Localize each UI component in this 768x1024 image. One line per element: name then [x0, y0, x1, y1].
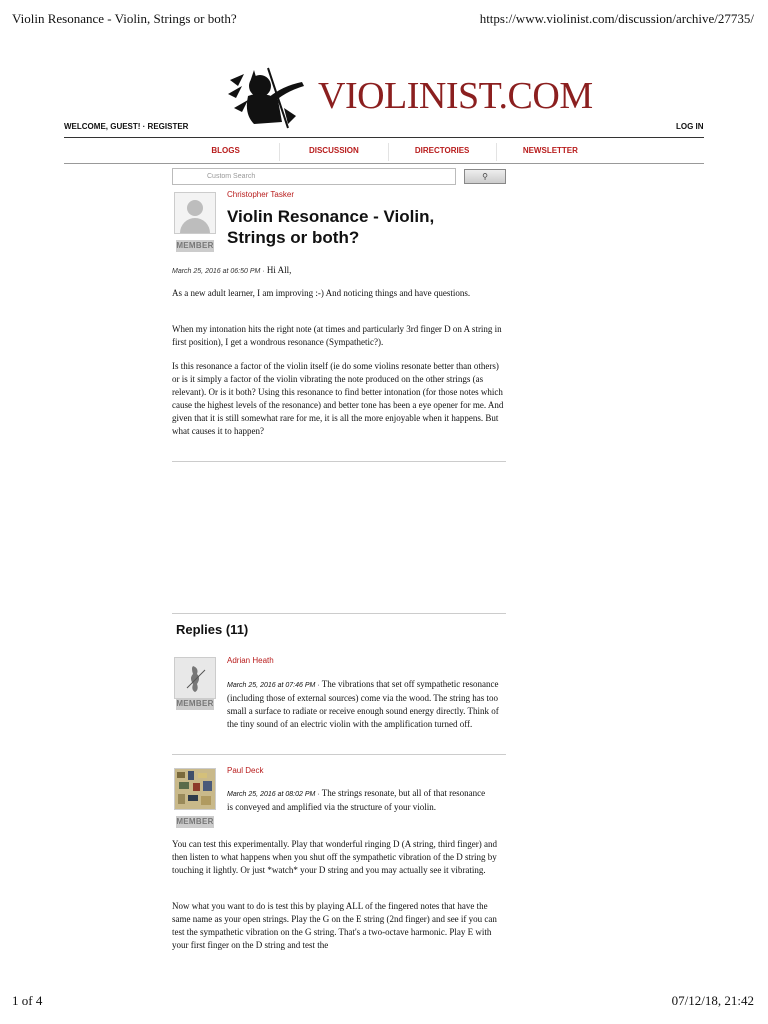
reply-paragraph: You can test this experimentally. Play that wonderful ringing D (A string, third finger) and then listen to what happens when you shut off the sympathetic vibration of the D string by touching it lightly. Or just *watch* your D string and you may actually see it vibrating. — [172, 839, 497, 875]
post-greeting: Hi All, — [266, 265, 292, 275]
search-icon: ⚲ — [482, 172, 488, 181]
post-divider — [172, 461, 506, 462]
post-title: Violin Resonance - Violin, Strings or both? — [227, 207, 435, 247]
reply-date: March 25, 2016 at 08:02 PM · — [227, 791, 320, 798]
logo-text: VIOLINIST.COM — [318, 75, 593, 117]
reply-author-link[interactable]: Paul Deck — [227, 766, 264, 775]
reply-avatar[interactable] — [174, 768, 216, 810]
print-header-url: https://www.violinist.com/discussion/archive/27735/ — [479, 11, 754, 26]
avatar[interactable] — [174, 192, 216, 234]
reply-paragraph: Now what you want to do is test this by playing ALL of the fingered notes that have the same name as your open strings. Play the G on the E string (2nd finger) and see if you can test the sympathetic vibration on the G string. That's a two-octave harmonic. Play E with your first finger on the D string and test the — [172, 901, 497, 950]
print-footer-page: 1 of 4 — [12, 993, 43, 1008]
search-button[interactable] — [464, 169, 506, 184]
login-link[interactable]: LOG IN — [676, 122, 704, 131]
nav-discussion[interactable]: DISCUSSION — [280, 143, 388, 161]
post-paragraph: Is this resonance a factor of the violin itself (ie do some violins resonate better than others) or is it simply a factor of the violin vibrating the note produced on the other strings (as relevant). Or is it both? Using this resonance to find better intonation (for those notes which cause the highest levels of the resonance) and better tone has been a eye opener for me. And given that it is still somewhat rare for me, it is all the more enjoyable when it happens. But what causes it to happen? — [172, 361, 504, 436]
nav-directories[interactable]: DIRECTORIES — [389, 143, 497, 161]
mosaic-image-icon — [175, 769, 215, 809]
reply-text: The strings resonate, but all of that resonance is conveyed and amplified via the structure of your violin. — [227, 788, 486, 812]
replies-divider — [172, 613, 506, 614]
reply-author-link[interactable]: Adrian Heath — [227, 656, 274, 665]
site-logo[interactable] — [224, 64, 593, 130]
member-badge: MEMBER — [176, 241, 214, 250]
reply-text: The vibrations that set off sympathetic resonance (including those of external sources) come via the wood. The string has too small a surface to radiate or receive enough sound energy directly. Think of the tiny sound of an electric violin with the amplification turned off. — [227, 679, 499, 729]
reply-body — [227, 787, 491, 814]
replies-heading: Replies (11) — [176, 622, 249, 637]
nav-divider — [64, 163, 704, 164]
reply-body — [172, 678, 508, 731]
post-date: March 25, 2016 at 06:50 PM · — [172, 268, 265, 275]
member-badge: MEMBER — [176, 699, 214, 708]
member-badge: MEMBER — [176, 817, 214, 826]
post-paragraph: As a new adult learner, I am improving :-) And noticing things and have questions. — [172, 288, 471, 298]
reply-divider — [172, 754, 506, 755]
main-nav — [172, 143, 604, 161]
post-author-link[interactable]: Christopher Tasker — [227, 190, 294, 199]
search-input[interactable]: Custom Search — [172, 168, 456, 185]
reply-date: March 25, 2016 at 07:46 PM · — [227, 682, 320, 689]
nav-blogs[interactable]: BLOGS — [172, 143, 280, 161]
header-divider — [64, 137, 704, 138]
post-paragraph: When my intonation hits the right note (at times and particularly 3rd finger D on A string in first position), I get a wondrous resonance (Sympathetic?). — [172, 324, 502, 347]
print-header-title: Violin Resonance - Violin, Strings or both? — [12, 11, 237, 26]
welcome-register-link[interactable]: WELCOME, GUEST! · REGISTER — [64, 122, 189, 131]
print-footer-datetime: 07/12/18, 21:42 — [671, 993, 754, 1008]
nav-newsletter[interactable]: NEWSLETTER — [522, 146, 578, 155]
violinist-figure-icon — [224, 64, 316, 130]
post-meta — [172, 265, 291, 275]
